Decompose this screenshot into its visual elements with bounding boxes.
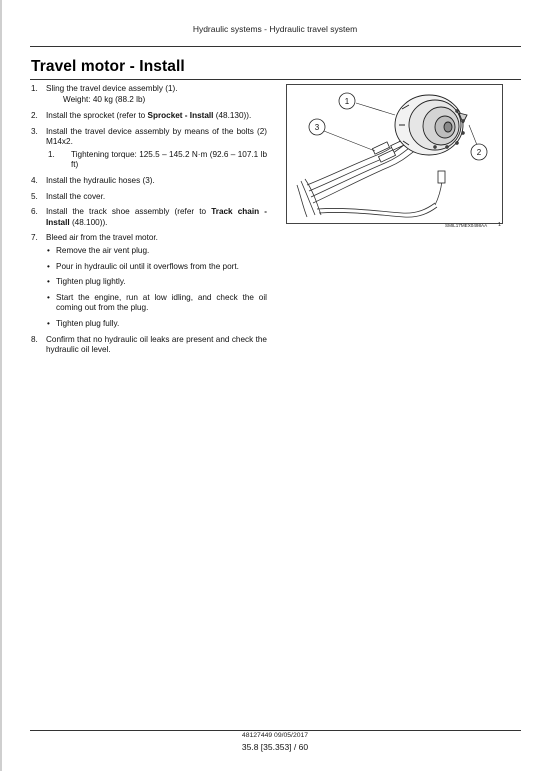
step-3 bbox=[31, 127, 267, 171]
sub-step-text: Tightening torque: 125.5 – 145.2 N·m (92.6 – 107.1 lb ft) bbox=[71, 150, 267, 170]
step-8 bbox=[31, 335, 267, 355]
hose-line bbox=[297, 185, 307, 217]
bullet-dot: • bbox=[47, 318, 50, 328]
step-5 bbox=[31, 192, 267, 202]
step-4 bbox=[31, 176, 267, 186]
bullet-dot: • bbox=[47, 261, 50, 271]
step-6 bbox=[31, 207, 267, 227]
figure-number: 1 bbox=[498, 222, 502, 228]
step-2 bbox=[31, 111, 267, 121]
page-edge bbox=[0, 0, 2, 771]
step-number: 6. bbox=[31, 207, 38, 217]
bullet-item bbox=[46, 262, 267, 272]
bullet-text: Start the engine, run at low idling, and check the oil coming out from the plug. bbox=[56, 293, 267, 313]
step-number: 5. bbox=[31, 191, 38, 201]
sprocket-install-link[interactable]: Sprocket - Install bbox=[147, 110, 214, 120]
bullet-text: Tighten plug fully. bbox=[56, 318, 120, 328]
hose-line bbox=[311, 145, 413, 197]
bullet-item bbox=[46, 293, 267, 313]
callout-leader bbox=[324, 131, 375, 151]
step-text-part: Install the track shoe assembly (refer to bbox=[46, 207, 212, 217]
track-chain-install-link[interactable]: Track chain - Install bbox=[46, 207, 267, 227]
travel-motor-figure bbox=[286, 84, 503, 224]
step-text bbox=[46, 207, 267, 227]
step-number: 3. bbox=[31, 126, 38, 136]
step-text bbox=[46, 111, 267, 121]
hose-line bbox=[435, 181, 442, 205]
motor-center bbox=[444, 122, 452, 132]
sub-steps bbox=[46, 150, 267, 170]
step-number: 2. bbox=[31, 110, 38, 120]
procedure-steps bbox=[31, 84, 267, 361]
footer-divider bbox=[30, 730, 521, 731]
callout-label-1: 1 bbox=[344, 97, 350, 106]
callout-leader bbox=[356, 103, 395, 115]
step-text: Install the cover. bbox=[46, 191, 106, 201]
sub-step-number: 1. bbox=[48, 150, 55, 160]
footer-page-number: 35.8 [35.353] / 60 bbox=[241, 742, 309, 752]
step-text-part: Install the sprocket (refer to bbox=[46, 110, 148, 120]
bullet-dot: • bbox=[47, 245, 50, 255]
bullet-text: Tighten plug lightly. bbox=[56, 277, 126, 287]
bullet-item bbox=[46, 277, 267, 287]
step-number: 7. bbox=[31, 233, 38, 243]
step-text: Sling the travel device assembly (1). bbox=[46, 84, 178, 93]
step-1 bbox=[31, 84, 267, 105]
hose-line bbox=[317, 203, 435, 213]
bullet-dot: • bbox=[47, 293, 50, 303]
bolt bbox=[456, 142, 459, 145]
step-text-part: (48.100)). bbox=[69, 217, 108, 227]
bullet-list bbox=[46, 246, 267, 329]
hose-fitting bbox=[438, 171, 445, 183]
step-text-part: (48.130)). bbox=[213, 110, 252, 120]
bullet-item bbox=[46, 246, 267, 256]
callout-label-3: 3 bbox=[314, 123, 320, 132]
step-text: Install the hydraulic hoses (3). bbox=[46, 175, 155, 185]
sub-step bbox=[46, 150, 267, 170]
step-number: 1. bbox=[31, 84, 38, 93]
bolt bbox=[456, 110, 459, 113]
step-detail: Weight: 40 kg (88.2 lb) bbox=[63, 95, 146, 105]
running-header: Hydraulic systems - Hydraulic travel system bbox=[192, 24, 358, 34]
title-divider bbox=[30, 79, 521, 80]
hose-line bbox=[301, 181, 315, 215]
bolt bbox=[462, 120, 465, 123]
bullet-text: Remove the air vent plug. bbox=[56, 245, 150, 255]
bolt bbox=[434, 146, 437, 149]
bullet-text: Pour in hydraulic oil until it overflows from the port. bbox=[56, 261, 239, 271]
callout-label-2: 2 bbox=[476, 148, 482, 157]
bullet-dot: • bbox=[47, 277, 50, 287]
bolt bbox=[446, 146, 449, 149]
hose-line bbox=[307, 137, 405, 185]
step-number: 8. bbox=[31, 334, 38, 344]
figure-code: SMIL17MEX0498AA bbox=[445, 223, 488, 228]
bullet-item bbox=[46, 319, 267, 329]
travel-motor-illustration bbox=[287, 85, 502, 223]
step-text: Confirm that no hydraulic oil leaks are present and check the hydraulic oil level. bbox=[46, 334, 267, 354]
callout-leader bbox=[469, 125, 477, 145]
step-7 bbox=[31, 233, 267, 329]
step-text: Install the travel device assembly by means of the bolts (2) M14x2. bbox=[46, 126, 267, 146]
header-divider bbox=[30, 46, 521, 47]
bolt bbox=[462, 132, 465, 135]
footer-doc-code: 48127449 09/05/2017 bbox=[241, 732, 309, 739]
page-title: Travel motor - Install bbox=[31, 58, 185, 75]
step-number: 4. bbox=[31, 175, 38, 185]
step-text: Bleed air from the travel motor. bbox=[46, 233, 158, 243]
